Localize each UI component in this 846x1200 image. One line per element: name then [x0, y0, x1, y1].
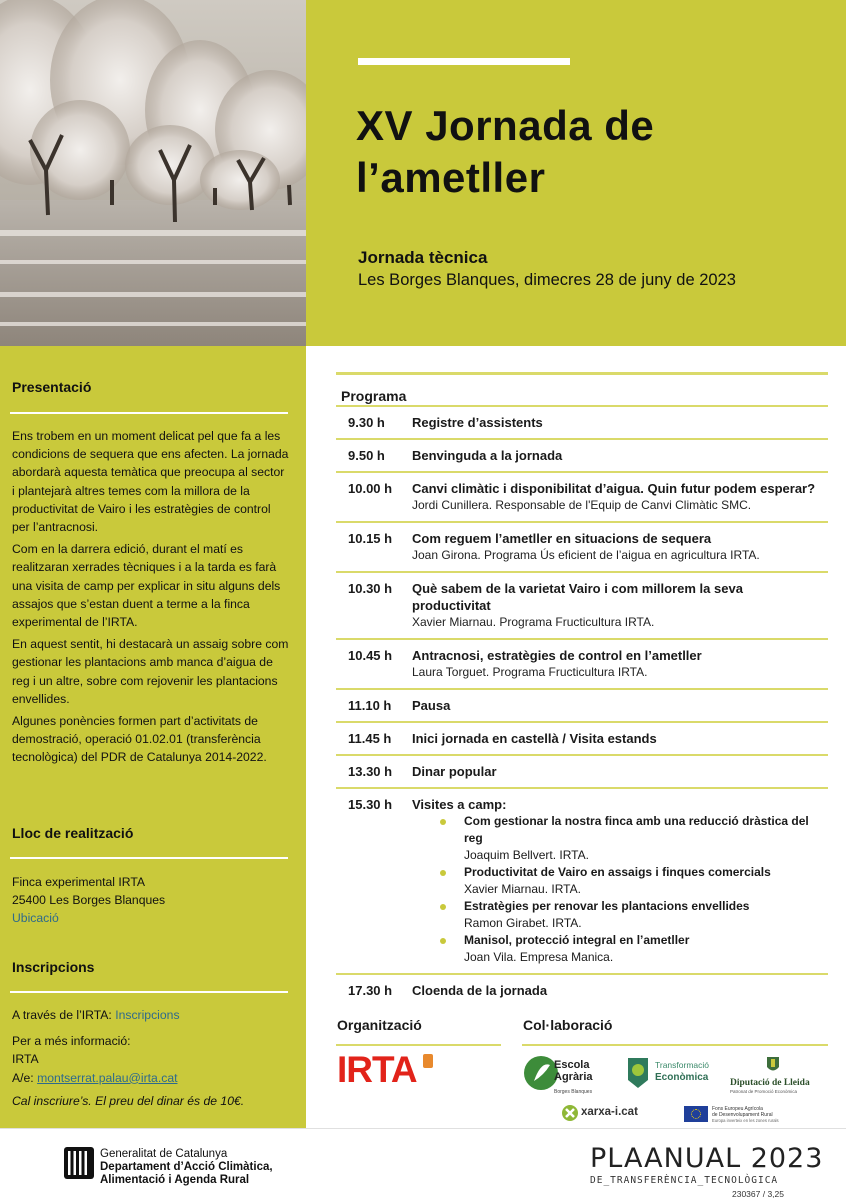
row-time: 11.10 h [348, 698, 392, 713]
ubicacio-link[interactable]: Ubicació [12, 911, 59, 926]
bullet-icon [440, 819, 446, 825]
programa-heading: Programa [341, 388, 407, 404]
footer [0, 1128, 846, 1200]
irta-logo-text: IRTA [337, 1049, 417, 1090]
divider [522, 1044, 828, 1046]
diputacio-lleida-logo [730, 1056, 816, 1098]
programa-row [336, 975, 828, 1006]
feader-line1: Fons Europeu Agrícola [712, 1106, 763, 1112]
visit-title: Estratègies per renovar les plantacions envellides [464, 899, 750, 913]
bullet-icon [440, 904, 446, 910]
feader-line2: de Desenvolupament Rural [712, 1112, 773, 1118]
email-line [12, 1069, 290, 1087]
event-title-line1: XV Jornada de [356, 102, 655, 149]
email-link[interactable]: montserrat.palau@irta.cat [37, 1070, 178, 1085]
divider [336, 1044, 501, 1046]
irta-mark-icon [423, 1054, 433, 1068]
info-label: Per a més informació: [12, 1034, 131, 1049]
visit-speaker: Joaquim Bellvert. IRTA. [464, 848, 589, 862]
diputacio-name: Diputació de Lleida [730, 1078, 810, 1088]
row-title: Inici jornada en castellà / Visita estands [412, 731, 657, 746]
programa-row [336, 723, 828, 756]
row-title: Canvi climàtic i disponibilitat d’aigua. Quin futur podem esperar? [412, 481, 816, 496]
inscripcions-link[interactable]: Inscripcions [115, 1008, 180, 1022]
presentacio-paragraph: Ens trobem en un moment delicat pel que fa a les condicions de sequera que ens afecten. La jornada abordarà aquesta temàtica que preocupa al sector i plantejarà altres temes com la millora de la productivitat de Vairo i les estratègies de control per l’antracnosi. [12, 429, 289, 535]
programa-row [336, 407, 828, 440]
escola-sub: Borges Blanques [554, 1089, 593, 1095]
presentacio-paragraph: Algunes ponències formen part d’activitats de demostració, operació 01.02.01 (transferència tecnològica) del PDR de Catalunya 2014-2022. [12, 714, 267, 765]
organitzacio-heading: Organització [337, 1017, 422, 1033]
row-title: Com reguem l’ametller en situacions de sequera [412, 531, 712, 546]
row-time: 10.45 h [348, 648, 393, 663]
escola-name: Escola Agrària [554, 1059, 593, 1083]
plaanual-logo: PLAANUAL 2023 [590, 1143, 824, 1174]
row-time: 11.45 h [348, 731, 392, 746]
row-speaker: Jordi Cunillera. Responsable de l'Equip de Canvi Climàtic SMC. [412, 498, 752, 512]
divider [10, 991, 288, 993]
presentacio-paragraph: Com en la darrera edició, durant el matí es realitzaran xerrades tècniques i a la tarda es farà una visita de camp per explicar in situ alguns dels assajos que s’estan duent a terme a la finca experimental de l’IRTA. [12, 542, 281, 630]
inscripcions-heading: Inscripcions [12, 959, 95, 975]
row-title: Registre d’assistents [412, 415, 543, 430]
event-subtitle: Jornada tècnica [358, 248, 488, 267]
presentacio-heading: Presentació [12, 379, 92, 395]
decorative-white-bar [358, 58, 570, 65]
colaboracio-heading: Col·laboració [523, 1017, 613, 1033]
visit-title: Com gestionar la nostra finca amb una reducció dràstica del reg [464, 814, 809, 845]
department-line1: Departament d’Acció Climàtica, [100, 1161, 273, 1173]
email-label: A/e: [12, 1070, 38, 1085]
programa-row [336, 473, 828, 523]
lloc-line: Finca experimental IRTA [12, 875, 145, 889]
programa-row [336, 640, 828, 690]
visit-title: Productivitat de Vairo en assaigs i finques comercials [464, 865, 771, 879]
transformacio-icon [624, 1056, 652, 1090]
visit-item [412, 932, 828, 966]
feader-line3: Europa inverteix en les zones rurals [712, 1118, 779, 1123]
lloc-heading: Lloc de realització [12, 825, 134, 841]
event-title [356, 100, 654, 204]
row-speaker: Joan Girona. Programa Ús eficient de l’aigua en agricultura IRTA. [412, 548, 760, 562]
xarxa-name: xarxa-i.cat [581, 1106, 638, 1118]
programa-row [336, 756, 828, 789]
xarxa-icon [562, 1105, 578, 1121]
irta-logo [337, 1050, 437, 1090]
document-code: 230367 / 3,25 [732, 1189, 784, 1199]
row-title: Antracnosi, estratègies de control en l’ametller [412, 648, 702, 663]
bullet-icon [440, 870, 446, 876]
row-time: 9.30 h [348, 415, 385, 430]
presentacio-paragraph: En aquest sentit, hi destacarà un assaig sobre com gestionar les plantacions amb manca d’aigua de reg i un altre, sobre com rejovenir les plantacions envellides. [12, 637, 289, 706]
event-place-date: Les Borges Blanques, dimecres 28 de juny de 2023 [358, 271, 736, 289]
row-time: 10.00 h [348, 481, 393, 496]
lloc-text [12, 873, 290, 928]
row-title: Visites a camp: [412, 797, 507, 812]
transformacio-line1: Transformació [655, 1060, 710, 1070]
row-time: 10.15 h [348, 531, 393, 546]
price-note: Cal inscriure’s. El preu del dinar és de 10€. [12, 1093, 245, 1108]
escola-leaf-icon [524, 1053, 558, 1093]
row-title: Dinar popular [412, 764, 497, 779]
programa-row [336, 523, 828, 573]
visit-speaker: Xavier Miarnau. IRTA. [464, 882, 581, 896]
feader-eu-logo [684, 1106, 824, 1126]
row-title: Pausa [412, 698, 451, 713]
row-time: 10.30 h [348, 581, 393, 596]
programa-row [336, 690, 828, 723]
row-title: Cloenda de la jornada [412, 983, 548, 998]
row-time: 13.30 h [348, 764, 393, 779]
visit-speaker: Ramon Girabet. IRTA. [464, 916, 582, 930]
row-speaker: Laura Torguet. Programa Fructicultura IRTA. [412, 665, 648, 679]
programa-row [336, 789, 828, 975]
transformacio-economica-logo [624, 1056, 708, 1096]
generalitat-emblem-icon [64, 1147, 94, 1179]
programa-row [336, 573, 828, 640]
presentacio-text [12, 427, 290, 771]
bullet-icon [440, 938, 446, 944]
plaanual-subtitle: DE_TRANSFERÈNCIA_TECNOLÒGICA [590, 1175, 779, 1186]
sidebar [0, 346, 306, 1128]
generalitat-text [100, 1148, 273, 1187]
inscripcions-text [12, 1006, 290, 1110]
lloc-line: 25400 Les Borges Blanques [12, 893, 166, 908]
divider [10, 412, 288, 414]
row-time: 9.50 h [348, 448, 385, 463]
inscripcions-line [12, 1006, 290, 1024]
row-speaker: Xavier Miarnau. Programa Fructicultura IRTA. [412, 615, 655, 629]
row-title: Què sabem de la varietat Vairo i com millorem la seva productivitat [412, 581, 743, 613]
row-time: 15.30 h [348, 797, 393, 812]
transformacio-line2: Econòmica [655, 1072, 709, 1083]
generalitat-name: Generalitat de Catalunya [100, 1148, 228, 1160]
escola-agraria-logo [524, 1053, 599, 1099]
divider [10, 857, 288, 859]
visit-item [412, 898, 828, 932]
visit-item [412, 864, 828, 898]
visit-speaker: Joan Vila. Empresa Manica. [464, 950, 614, 964]
event-title-line2: l’ametller [356, 154, 546, 201]
xarxa-i-logo [562, 1104, 652, 1124]
hero-banner [306, 0, 846, 346]
row-title: Benvinguda a la jornada [412, 448, 563, 463]
programa-row [336, 440, 828, 473]
info-org: IRTA [12, 1052, 39, 1067]
department-line2: Alimentació i Agenda Rural [100, 1174, 250, 1186]
diputacio-crest-icon [766, 1056, 780, 1074]
diputacio-sub: Patronat de Promoció Econòmica [730, 1089, 798, 1094]
inscripcions-label: A través de l’IRTA: [12, 1008, 116, 1022]
hero-photo-almond-orchard [0, 0, 306, 346]
row-time: 17.30 h [348, 983, 393, 998]
programa-table [336, 372, 828, 1006]
visit-title: Manisol, protecció integral en l’ametller [464, 933, 690, 947]
eu-flag-icon [684, 1106, 708, 1122]
visit-item [412, 813, 828, 864]
